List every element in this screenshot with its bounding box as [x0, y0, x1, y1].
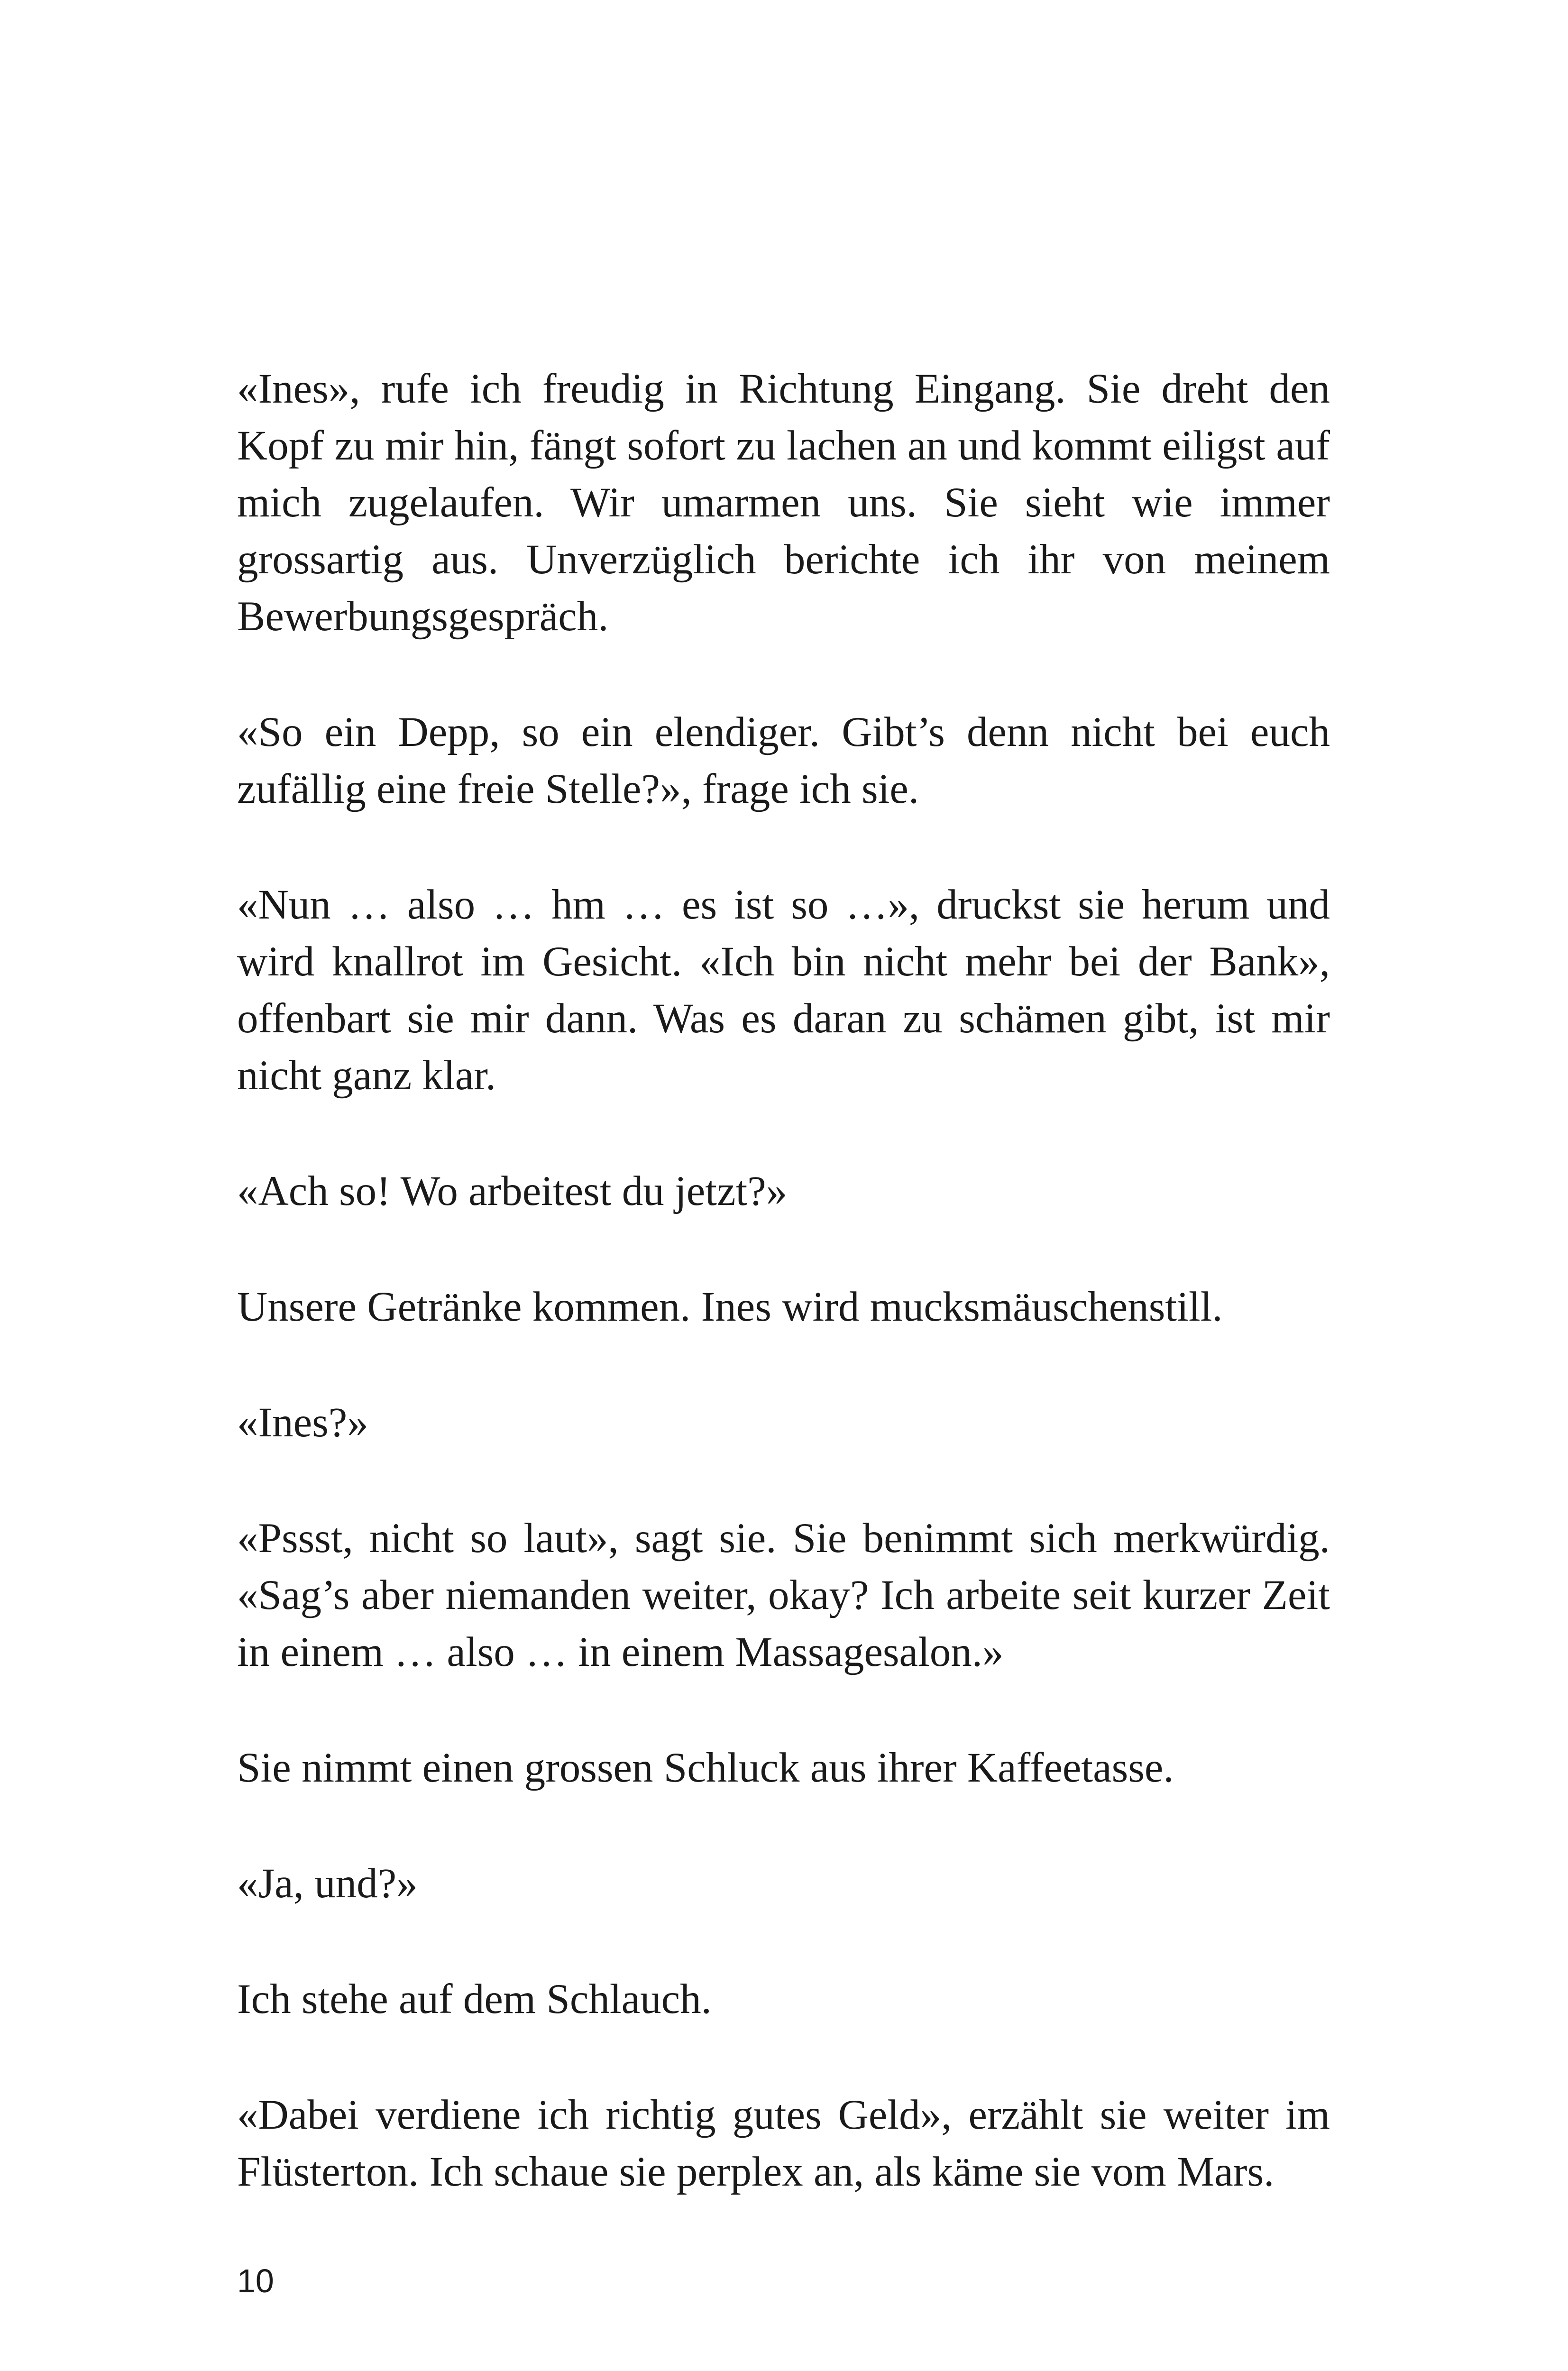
paragraph: «Pssst, nicht so laut», sagt sie. Sie benimmt sich merkwürdig. «Sag’s aber niemanden weiter, okay? Ich arbeite seit kurzer Zeit in einem … also … in einem Massagesalon.»	[237, 1515, 1330, 1675]
paragraph: «Dabei verdiene ich richtig gutes Geld», erzählt sie weiter im Flüsterton. Ich schaue sie perplex an, als käme sie vom Mars.	[237, 2092, 1330, 2195]
page-number: 10	[237, 2262, 274, 2299]
paragraph: Unsere Getränke kommen. Ines wird mucksmäuschenstill.	[237, 1284, 1223, 1330]
paragraph: «Ach so! Wo arbeitest du jetzt?»	[237, 1168, 788, 1214]
paragraph: «So ein Depp, so ein elendiger. Gibt’s denn nicht bei euch zufällig eine freie Stelle?», frage ich sie.	[237, 709, 1330, 812]
paragraph: «Ja, und?»	[237, 1860, 418, 1907]
paragraph: «Ines», rufe ich freudig in Richtung Eingang. Sie dreht den Kopf zu mir hin, fängt sofort zu lachen an und kommt eiligst auf mich zugelaufen. Wir umarmen uns. Sie sieht wie immer grossartig aus. Unverzüglich berichte ich ihr von meinem Bewerbungsgespräch.	[237, 366, 1330, 640]
paragraph: Sie nimmt einen grossen Schluck aus ihrer Kaffeetasse.	[237, 1745, 1174, 1791]
paragraph: «Nun … also … hm … es ist so …», druckst sie herum und wird knallrot im Gesicht. «Ich bin nicht mehr bei der Bank», offenbart sie mir dann. Was es daran zu schämen gibt, ist mir nicht ganz klar.	[237, 882, 1330, 1099]
paragraph: Ich stehe auf dem Schlauch.	[237, 1976, 712, 2022]
body-text	[237, 360, 1330, 2200]
paragraph: «Ines?»	[237, 1399, 368, 1446]
